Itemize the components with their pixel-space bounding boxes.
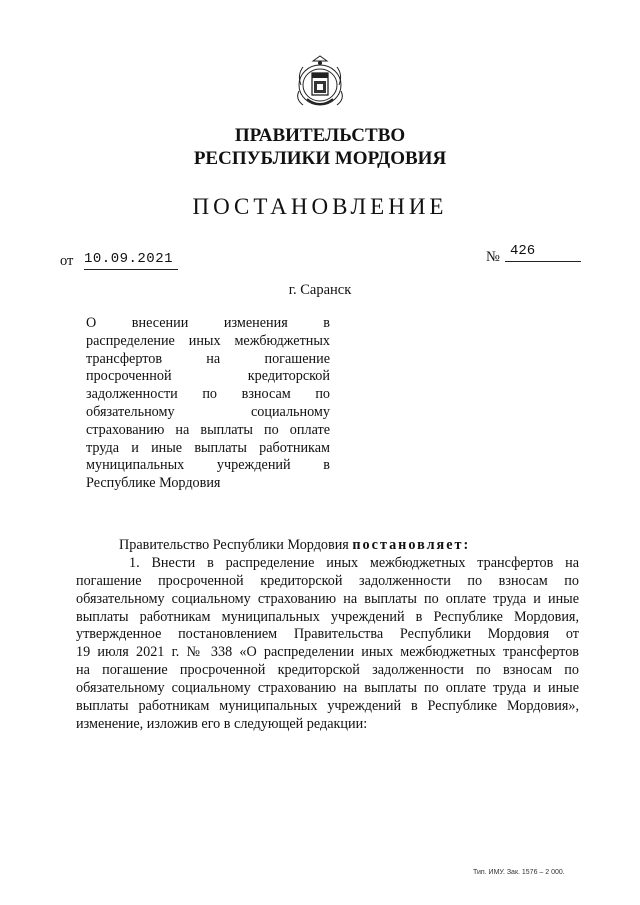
subject-line: обязательному социальному	[86, 403, 330, 420]
subject-line: страхованию на выплаты по оплате	[86, 421, 330, 438]
date-label: от	[60, 253, 74, 269]
document-type-title: ПОСТАНОВЛЕНИЕ	[192, 194, 448, 219]
subject-line: задолженности по взносам по	[86, 386, 330, 403]
coat-of-arms-emblem	[289, 55, 351, 111]
body-line: 1. Внести в распределение иных межбюджетных трансфертов на	[129, 554, 579, 571]
body-line: обязательному социальному страхованию на выплаты по оплате труда и иные	[76, 680, 579, 697]
body-intro-text: Правительство Республики Мордовия	[119, 537, 349, 553]
document-body	[76, 537, 579, 734]
government-title-line1: ПРАВИТЕЛЬСТВО	[234, 125, 406, 146]
body-line: на погашение просроченной кредиторской задолженности по взносам по	[76, 662, 579, 679]
government-title-line2: РЕСПУБЛИКИ МОРДОВИЯ	[193, 148, 447, 169]
body-line: изменение, изложив его в следующей редакции:	[76, 715, 368, 732]
subject-line: муниципальных учреждений в	[86, 457, 330, 474]
subject-line: О внесении изменения в	[86, 315, 330, 331]
body-line: 19 июля 2021 г. № 338 «О распределении иных межбюджетных трансфертов	[76, 644, 579, 661]
date-value: 10.09.2021	[84, 251, 178, 270]
body-line: утвержденное постановлением Правительства Республики Мордовия от	[76, 626, 579, 643]
document-subject	[86, 315, 330, 493]
body-line: обязательному социальному страхованию на выплаты по оплате труда и иные	[76, 590, 579, 607]
subject-line: Республике Мордовия	[86, 475, 221, 492]
subject-line: распределение иных межбюджетных	[86, 332, 330, 349]
decree-word: постановляет:	[352, 537, 471, 553]
subject-line: трансфертов на погашение	[86, 350, 330, 367]
body-intro-line	[76, 537, 579, 555]
body-line: погашение просроченной кредиторской задолженности по взносам по	[76, 572, 579, 589]
subject-line: просроченной кредиторской	[86, 368, 330, 385]
number-value: 426	[505, 243, 581, 262]
body-line: выплаты работникам муниципальных учреждений в Республике Мордовия»,	[76, 698, 579, 715]
print-info: Тип. ИМУ. Зак. 1576 – 2 000.	[473, 869, 565, 876]
body-line: выплаты работникам муниципальных учреждений в Республике Мордовия,	[76, 608, 579, 625]
subject-line: труда и иные выплаты работникам	[86, 439, 330, 456]
city-name: г. Саранск	[288, 282, 352, 298]
number-label: №	[486, 249, 500, 265]
